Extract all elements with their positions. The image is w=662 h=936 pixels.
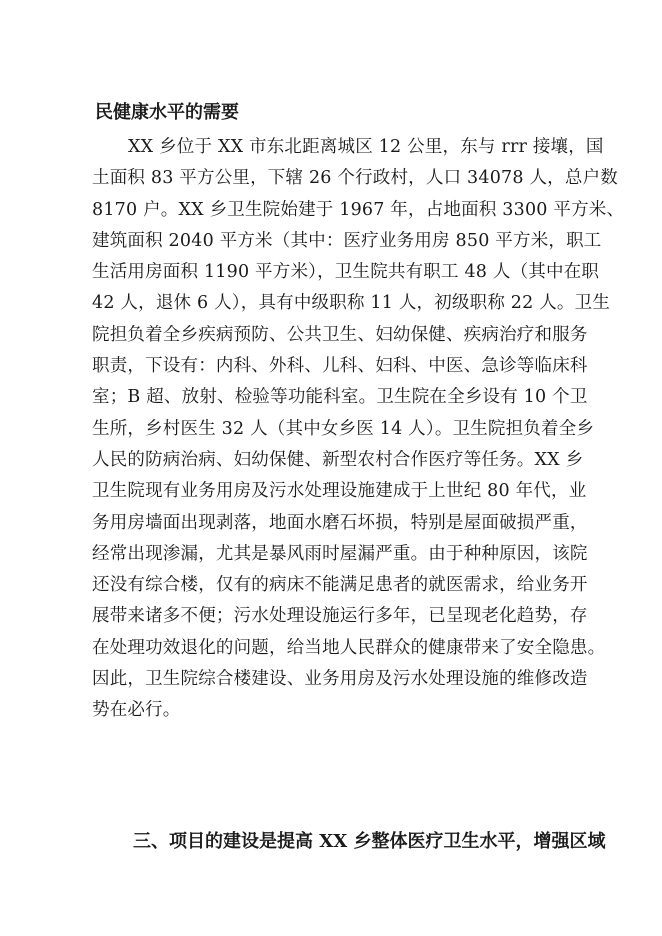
- paragraph-line: 在处理功效退化的问题，给当地人民群众的健康带来了安全隐患。: [92, 637, 606, 658]
- paragraph-line: 还没有综合楼，仅有的病床不能满足患者的就医需求，给业务开: [92, 575, 588, 596]
- paragraph-line: 人民的防病治病、妇幼保健、新型农村合作医疗等任务。XX 乡: [92, 449, 584, 470]
- paragraph-line: 经常出现渗漏，尤其是暴风雨时屋漏严重。由于种种原因，该院: [92, 543, 588, 564]
- paragraph-line: 院担负着全乡疾病预防、公共卫生、妇幼保健、疾病治疗和服务: [92, 324, 588, 345]
- paragraph-line: XX 乡位于 XX 市东北距离城区 12 公里，东与 rrr 接壤，国: [128, 137, 604, 157]
- section-heading-continued: 民健康水平的需要: [95, 102, 239, 123]
- paragraph-line: 展带来诸多不便；污水处理设施运行多年，已呈现老化趋势，存: [92, 606, 588, 627]
- paragraph-line: 势在必行。: [92, 700, 181, 721]
- paragraph-line: 职责，下设有：内科、外科、儿科、妇科、中医、急诊等临床科: [92, 356, 588, 377]
- paragraph-line: 因此，卫生院综合楼建设、业务用房及污水处理设施的维修改造: [92, 669, 588, 690]
- body-paragraph: [92, 132, 625, 727]
- paragraph-line: 土面积 83 平方公里，下辖 26 个行政村，人口 34078 人，总户数: [92, 168, 618, 189]
- paragraph-line: 建筑面积 2040 平方米（其中：医疗业务用房 850 平方米，职工: [92, 230, 602, 251]
- paragraph-line: 42 人，退休 6 人），具有中级职称 11 人，初级职称 22 人。卫生: [92, 293, 611, 314]
- paragraph-line: 生所，乡村医生 32 人（其中女乡医 14 人）。卫生院担负着全乡: [92, 418, 595, 439]
- paragraph-line: 室；B 超、放射、检验等功能科室。卫生院在全乡设有 10 个卫: [92, 387, 588, 408]
- paragraph-line: 务用房墙面出现剥落，地面水磨石坏损，特别是屋面破损严重，: [92, 512, 588, 533]
- paragraph-line: 生活用房面积 1190 平方米），卫生院共有职工 48 人（其中在职: [92, 262, 600, 283]
- section-heading-three: 三、项目的建设是提高 XX 乡整体医疗卫生水平，增强区域: [133, 831, 606, 852]
- paragraph-line: 卫生院现有业务用房及污水处理设施建成于上世纪 80 年代，业: [92, 481, 587, 502]
- paragraph-line: 8170 户。XX 乡卫生院始建于 1967 年，占地面积 3300 平方米、: [92, 199, 625, 220]
